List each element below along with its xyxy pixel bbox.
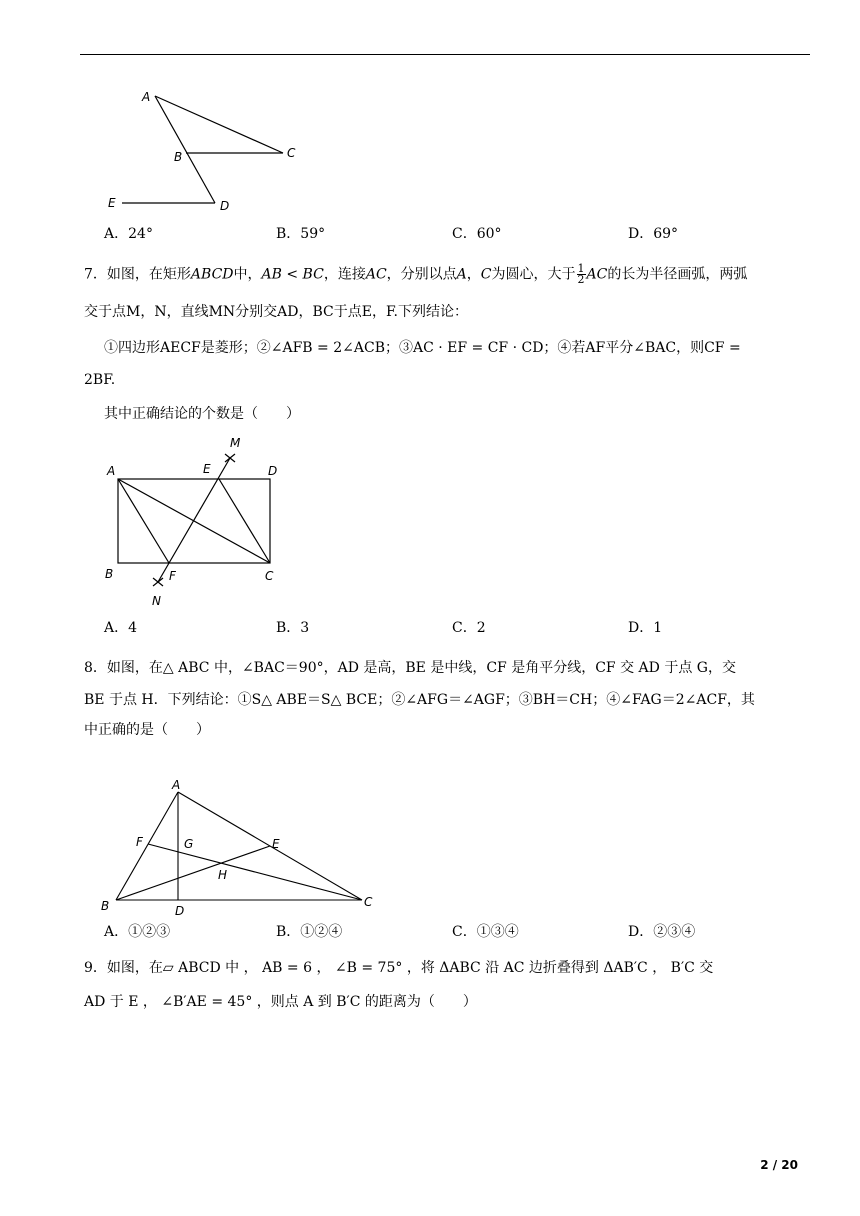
q6-figure bbox=[100, 86, 310, 216]
q6-option-a: A．24° bbox=[104, 226, 153, 242]
q8-option-b: B．①②④ bbox=[276, 924, 343, 940]
q7-option-c: C．2 bbox=[452, 620, 486, 636]
page-number: 2 / 20 bbox=[760, 1158, 798, 1172]
q8-point-B: B bbox=[101, 899, 110, 913]
q6-option-b: B．59° bbox=[276, 226, 326, 242]
q7-figure bbox=[100, 432, 290, 610]
q7-point-F: F bbox=[169, 569, 176, 583]
q8-option-c: C．①③④ bbox=[452, 924, 519, 940]
q8-point-D: D bbox=[175, 904, 185, 918]
q8-line-1: 8．如图，在△ ABC 中，∠BAC＝90°，AD 是高，BE 是中线，CF 是角平分线，CF 交 AD 于点 G，交 bbox=[84, 660, 736, 676]
q6-point-D: D bbox=[220, 199, 230, 213]
q7-line-1: 7．如图，在矩形ABCD中，AB < BC，连接AC，分别以点A，C为圆心，大于 $\frac{1}{2}$ AC的长为半径画弧，两弧 bbox=[84, 262, 748, 286]
q7-option-d: D．1 bbox=[628, 620, 663, 636]
q8-figure bbox=[96, 776, 386, 918]
fraction-half: $\frac{1}{2}$ bbox=[577, 262, 585, 286]
q7-line-5: 其中正确结论的个数是（ ） bbox=[104, 406, 300, 422]
q7-option-a: A．4 bbox=[104, 620, 138, 636]
q6-point-C: C bbox=[287, 146, 296, 160]
header-rule bbox=[80, 54, 810, 55]
q9-line-1: 9．如图，在▱ ABCD 中 ， AB = 6 ， ∠B = 75° ，将 ΔABC 沿 AC 边折叠得到 ΔAB′C ， B′C 交 bbox=[84, 960, 714, 976]
q8-point-H: H bbox=[218, 868, 228, 882]
q6-option-c: C．60° bbox=[452, 226, 502, 242]
q7-line-4: 2BF. bbox=[84, 372, 116, 388]
q7-point-M: M bbox=[230, 436, 241, 450]
q6-point-B: B bbox=[174, 150, 183, 164]
q7-point-E: E bbox=[203, 462, 211, 476]
q6-point-A: A bbox=[142, 90, 151, 104]
q7-line-2: 交于点M，N，直线MN分别交AD，BC于点E，F.下列结论： bbox=[84, 304, 468, 320]
q7-point-D: D bbox=[268, 464, 278, 478]
q7-point-N: N bbox=[152, 594, 161, 608]
q8-option-a: A．①②③ bbox=[104, 924, 171, 940]
q7-point-A: A bbox=[107, 464, 116, 478]
q8-point-F: F bbox=[136, 835, 143, 849]
q6-point-E: E bbox=[108, 196, 116, 210]
q9-line-2: AD 于 E ， ∠B′AE = 45° ，则点 A 到 B′C 的距离为（ ） bbox=[84, 994, 477, 1010]
q7-option-b: B．3 bbox=[276, 620, 310, 636]
q7-point-B: B bbox=[105, 567, 114, 581]
q8-point-E: E bbox=[272, 837, 280, 851]
q8-line-3: 中正确的是（ ） bbox=[84, 722, 210, 738]
q8-point-G: G bbox=[184, 837, 194, 851]
q8-line-2: BE 于点 H．下列结论：①S△ ABE＝S△ BCE；②∠AFG＝∠AGF；③BH＝CH；④∠FAG＝2∠ACF，其 bbox=[84, 692, 755, 708]
q8-option-d: D．②③④ bbox=[628, 924, 696, 940]
q7-line-3: ①四边形AECF是菱形；②∠AFB = 2∠ACB；③AC · EF = CF · CD；④若AF平分∠BAC，则CF = bbox=[104, 340, 741, 356]
q8-point-A: A bbox=[172, 778, 181, 792]
q8-point-C: C bbox=[364, 895, 373, 909]
q7-point-C: C bbox=[265, 569, 274, 583]
q6-option-d: D．69° bbox=[628, 226, 679, 242]
